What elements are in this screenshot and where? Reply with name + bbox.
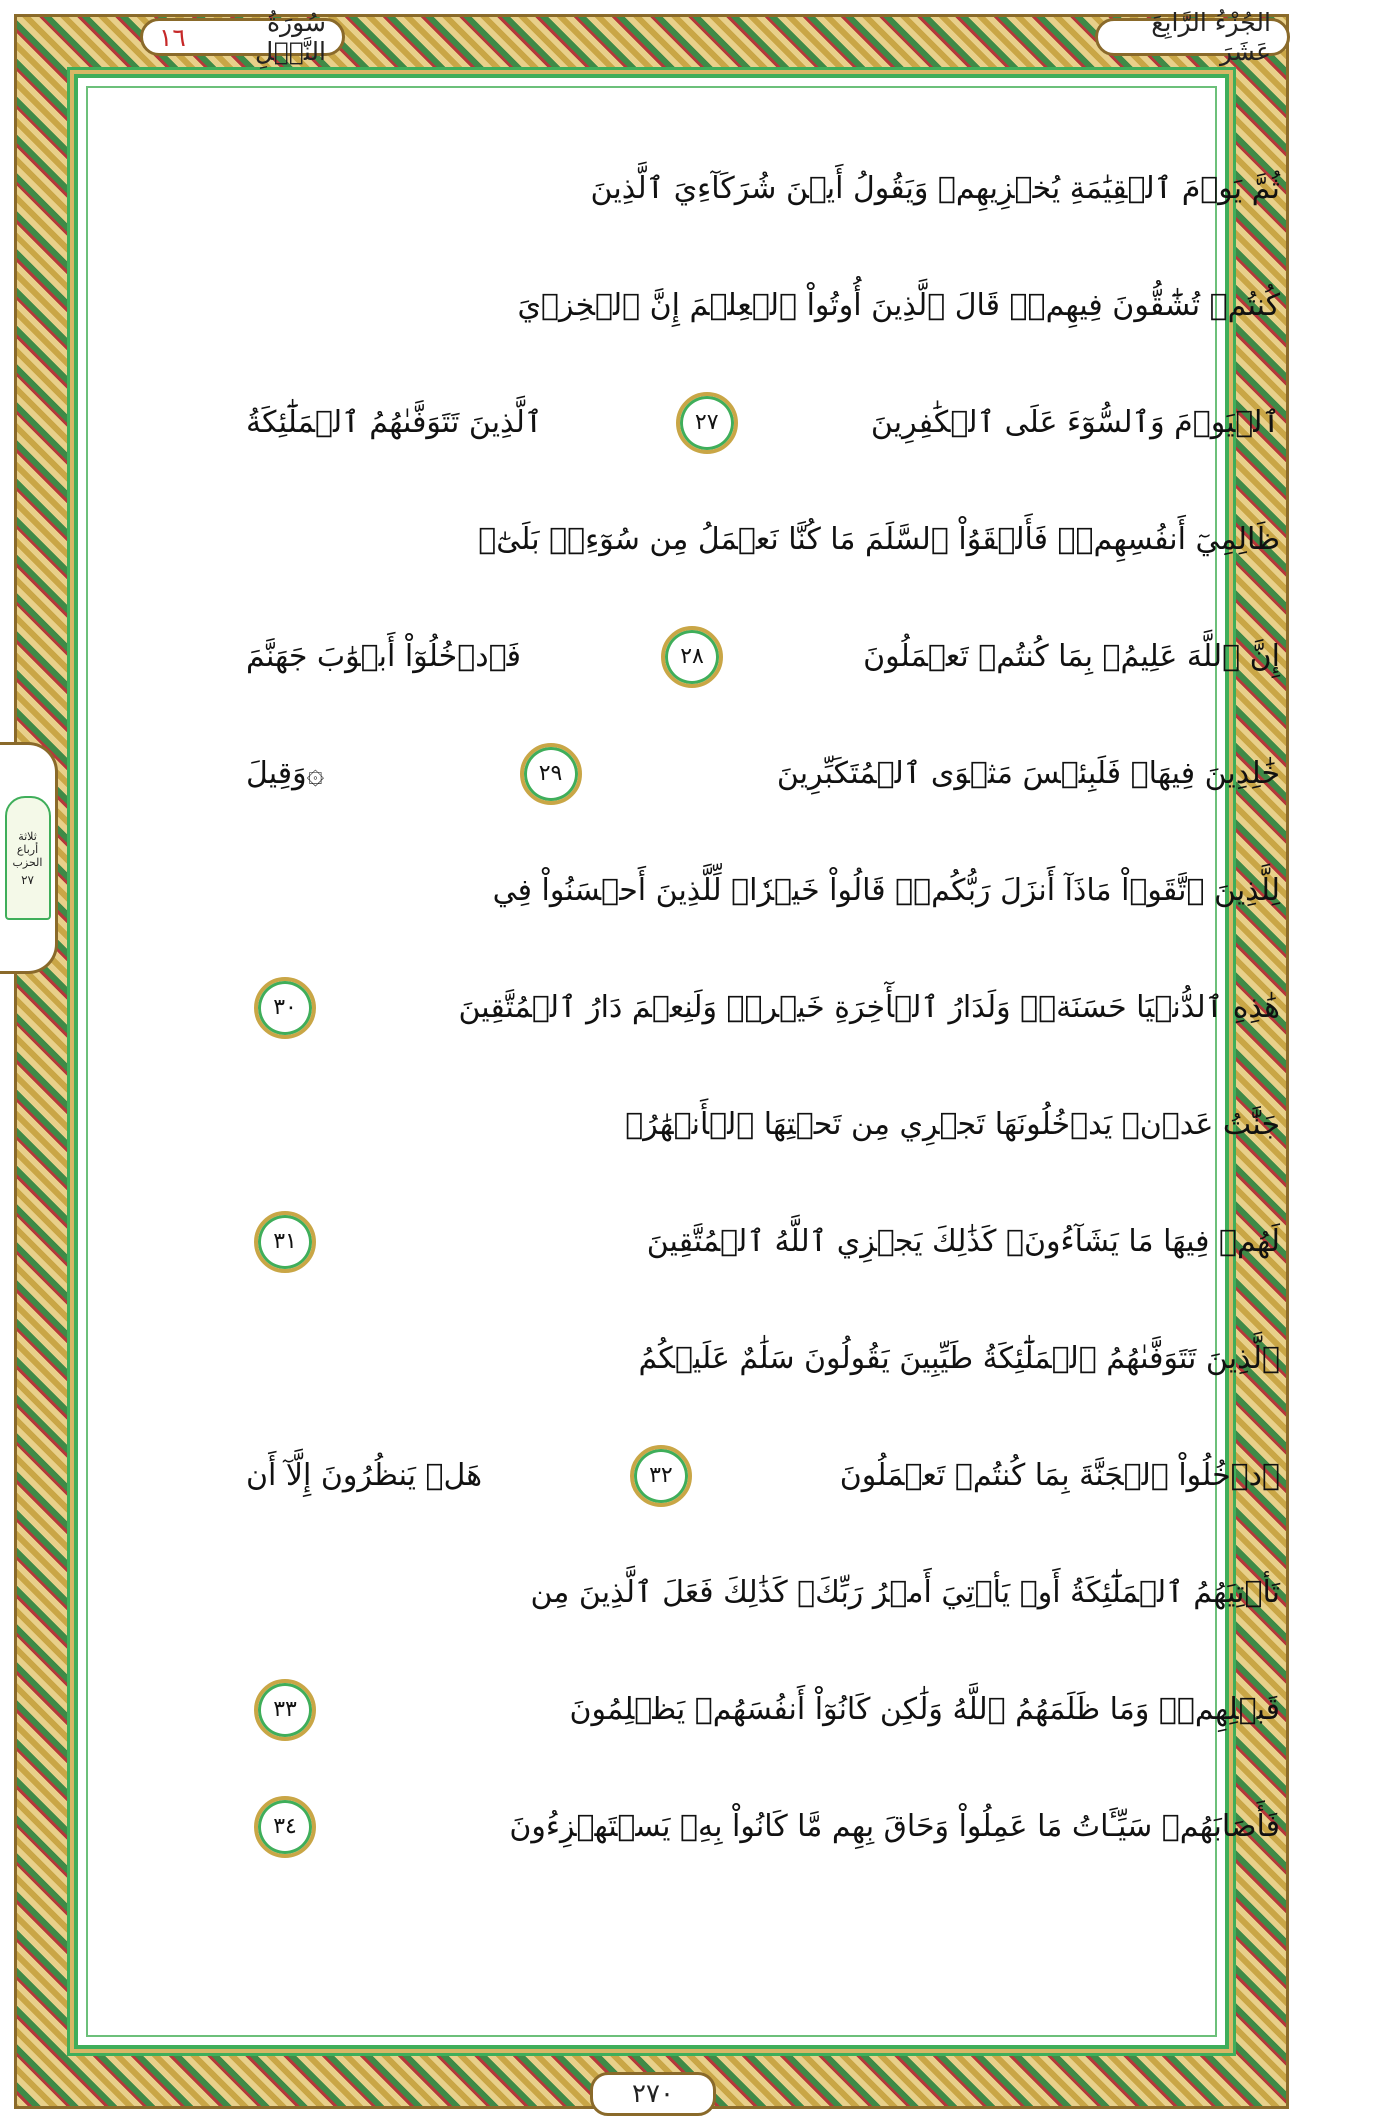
- verse-text: ثُمَّ يَوۡمَ ٱلۡقِيَٰمَةِ يُخۡزِيهِمۡ وَيَقُولُ أَيۡنَ شُرَكَآءِيَ ٱلَّذِينَ: [590, 171, 1280, 206]
- verse-text: ٱلۡيَوۡمَ وَٱلسُّوٓءَ عَلَى ٱلۡكَٰفِرِينَ: [870, 405, 1280, 440]
- verse-text: ۞وَقِيلَ: [246, 756, 325, 791]
- verse-text: هَلۡ يَنظُرُونَ إِلَّآ أَن: [246, 1458, 483, 1493]
- ayah-number-marker: ٢٩: [520, 743, 582, 805]
- ayah-number-marker: ٣١: [254, 1211, 316, 1273]
- hizb-marker-shield: [5, 796, 51, 920]
- text-line: [230, 1183, 1280, 1300]
- surah-number: ١٦: [159, 22, 186, 52]
- text-line: [230, 832, 1280, 949]
- ayah-number-marker: ٢٧: [676, 392, 738, 454]
- text-line: [230, 1768, 1280, 1885]
- verse-text: لِلَّذِينَ ٱتَّقَوۡاْ مَاذَآ أَنزَلَ رَبُّكُمۡۚ قَالُواْ خَيۡرٗاۗ لِّلَّذِينَ أَحۡسَنُواْ فِي: [492, 873, 1280, 908]
- ayah-number-marker: ٣٤: [254, 1796, 316, 1858]
- text-line: [230, 1417, 1280, 1534]
- verse-text: هَٰذِهِ ٱلدُّنۡيَا حَسَنَةٞۚ وَلَدَارُ ٱلۡأٓخِرَةِ خَيۡرٞۚ وَلَنِعۡمَ دَارُ ٱلۡمُتَّقِينَ: [458, 990, 1280, 1025]
- verse-text: ٱلَّذِينَ تَتَوَفَّىٰهُمُ ٱلۡمَلَٰٓئِكَةُ: [246, 405, 543, 440]
- hizb-marker: [0, 742, 58, 974]
- text-line: [230, 1066, 1280, 1183]
- verse-text: تَأۡتِيَهُمُ ٱلۡمَلَٰٓئِكَةُ أَوۡ يَأۡتِيَ أَمۡرُ رَبِّكَۚ كَذَٰلِكَ فَعَلَ ٱلَّذِينَ مِن: [530, 1575, 1280, 1610]
- verse-text: كُنتُمۡ تُشَٰٓقُّونَ فِيهِمۡۚ قَالَ ٱلَّذِينَ أُوتُواْ ٱلۡعِلۡمَ إِنَّ ٱلۡخِزۡيَ: [517, 288, 1280, 323]
- hizb-marker-number: ٢٧: [21, 872, 34, 887]
- verse-text: ٱدۡخُلُواْ ٱلۡجَنَّةَ بِمَا كُنتُمۡ تَعۡمَلُونَ: [839, 1458, 1280, 1493]
- juz-header: [1095, 8, 1290, 66]
- verse-text: لَهُمۡ فِيهَا مَا يَشَآءُونَۚ كَذَٰلِكَ يَجۡزِي ٱللَّهُ ٱلۡمُتَّقِينَ: [646, 1224, 1280, 1259]
- verse-text: إِنَّ ٱللَّهَ عَلِيمُۢ بِمَا كُنتُمۡ تَعۡمَلُونَ: [863, 639, 1280, 674]
- hizb-marker-text-1: ثلاثة أرباع: [16, 829, 39, 856]
- hizb-marker-text-2: الحزب: [12, 855, 43, 869]
- text-line: [230, 364, 1280, 481]
- surah-title: سُورَةُ النَّحۡلِ: [254, 8, 326, 66]
- ayah-number-marker: ٣٣: [254, 1679, 316, 1741]
- verse-text: جَنَّٰتُ عَدۡنٖ يَدۡخُلُونَهَا تَجۡرِي مِن تَحۡتِهَا ٱلۡأَنۡهَٰرُۖ: [625, 1107, 1280, 1142]
- text-line: [230, 949, 1280, 1066]
- ayah-number-marker: ٢٨: [661, 626, 723, 688]
- text-line: [230, 130, 1280, 247]
- verse-text: خَٰلِدِينَ فِيهَاۖ فَلَبِئۡسَ مَثۡوَى ٱلۡمُتَكَبِّرِينَ: [776, 756, 1280, 791]
- juz-title: الجُزْءُ الرَّابِعَ عَشَرَ: [1151, 8, 1271, 66]
- verse-text: قَبۡلِهِمۡۚ وَمَا ظَلَمَهُمُ ٱللَّهُ وَلَٰكِن كَانُوٓاْ أَنفُسَهُمۡ يَظۡلِمُونَ: [569, 1692, 1280, 1727]
- text-line: [230, 1534, 1280, 1651]
- text-line: [230, 715, 1280, 832]
- verse-text: فَٱدۡخُلُوٓاْ أَبۡوَٰبَ جَهَنَّمَ: [246, 639, 521, 674]
- text-line: [230, 247, 1280, 364]
- ayah-number-marker: ٣٢: [630, 1445, 692, 1507]
- verse-text: ٱلَّذِينَ تَتَوَفَّىٰهُمُ ٱلۡمَلَٰٓئِكَةُ طَيِّبِينَ يَقُولُونَ سَلَٰمٌ عَلَيۡكُمُ: [638, 1341, 1280, 1376]
- verse-text: ظَالِمِيٓ أَنفُسِهِمۡۖ فَأَلۡقَوُاْ ٱلسَّلَمَ مَا كُنَّا نَعۡمَلُ مِن سُوٓءِۭۚ بَلَىٰٓۚ: [478, 522, 1280, 557]
- page-number: ٢٧٠: [590, 2072, 716, 2116]
- quran-text-block: [110, 130, 1280, 1885]
- text-line: [230, 1651, 1280, 1768]
- text-line: [230, 481, 1280, 598]
- verse-text: فَأَصَابَهُمۡ سَيِّـَٔاتُ مَا عَمِلُواْ وَحَاقَ بِهِم مَّا كَانُواْ بِهِۦ يَسۡتَهۡزِءُونَ: [509, 1809, 1280, 1844]
- text-line: [230, 1300, 1280, 1417]
- ayah-number-marker: ٣٠: [254, 977, 316, 1039]
- surah-header: [140, 8, 345, 66]
- text-line: [230, 598, 1280, 715]
